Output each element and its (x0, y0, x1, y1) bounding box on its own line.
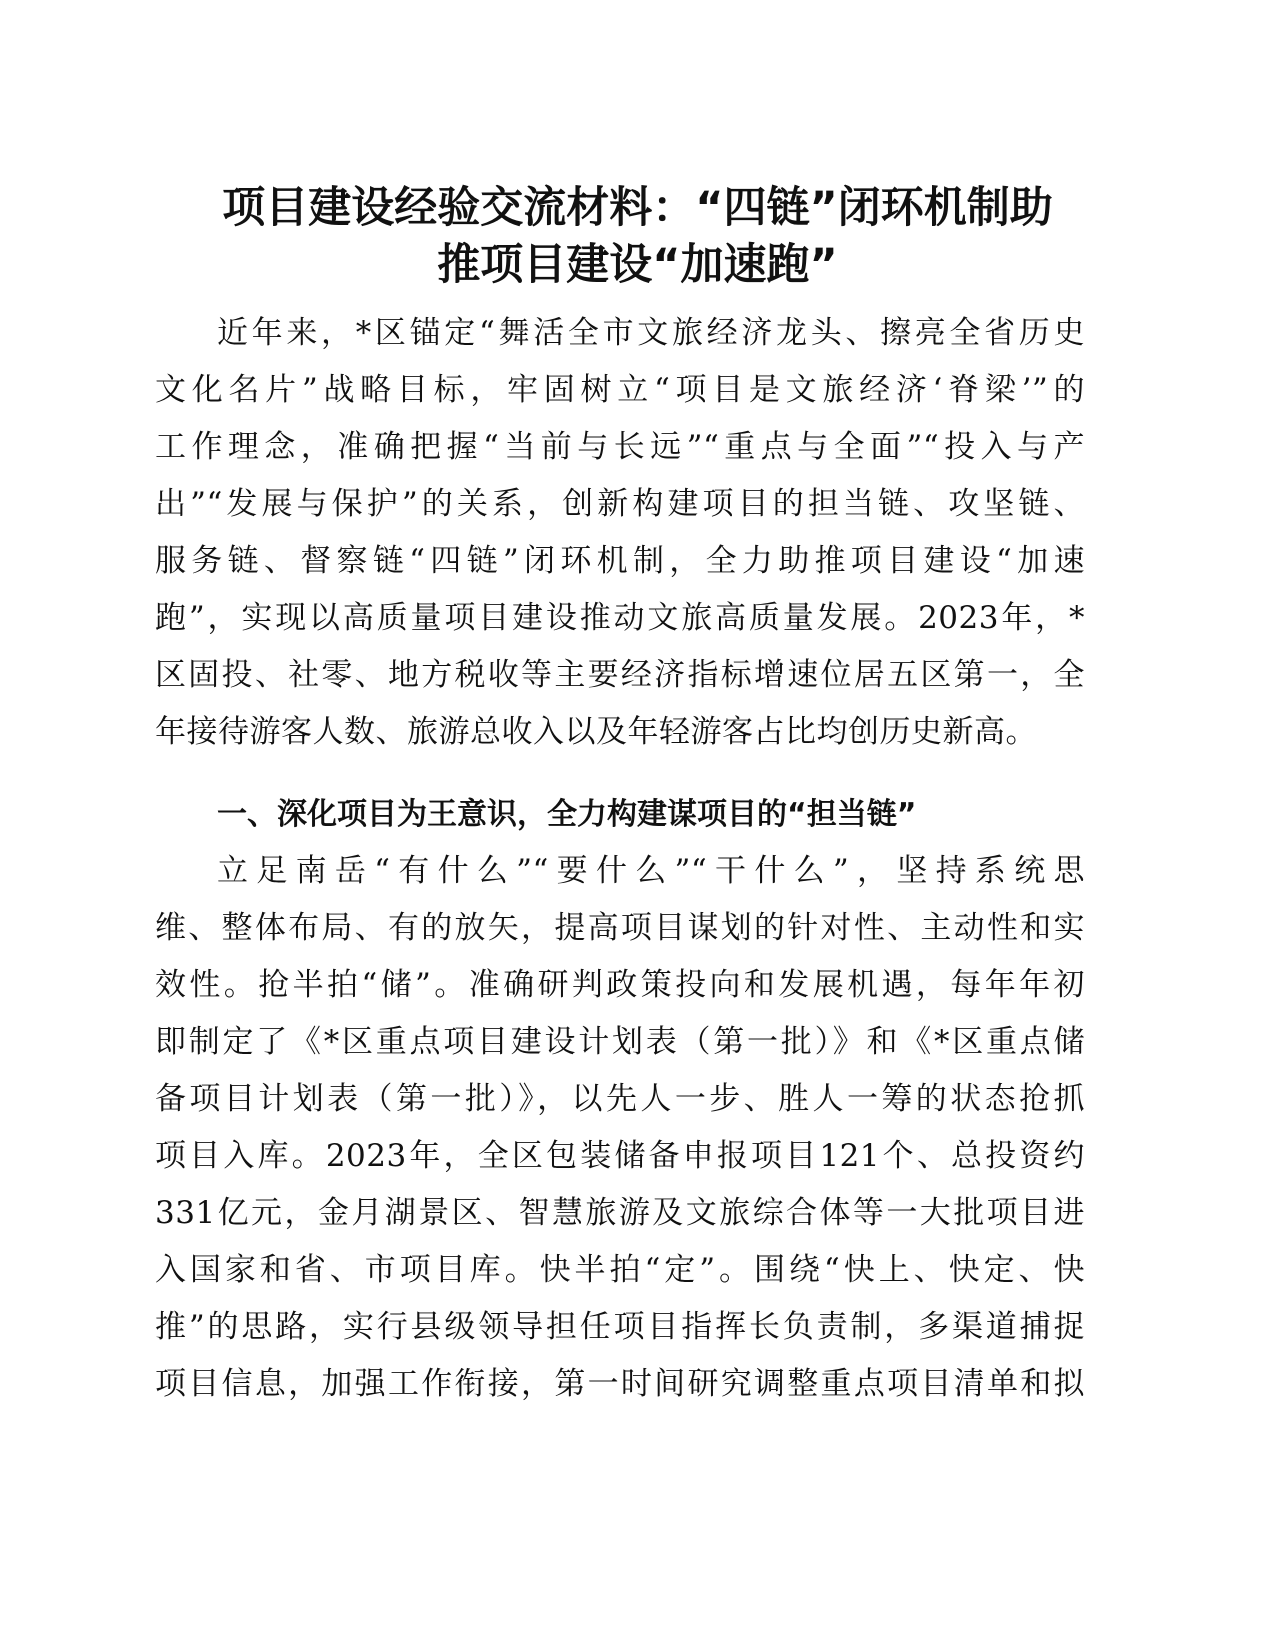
paragraph-line: 立足南岳“有什么”“要什么”“干什么”，坚持系统思 (217, 853, 1085, 889)
intro-paragraph (155, 305, 1085, 761)
paragraph-line: 区固投、社零、地方税收等主要经济指标增速位居五区第一，全 (155, 657, 1085, 693)
paragraph-line: 工作理念，准确把握“当前与长远”“重点与全面”“投入与产 (155, 429, 1085, 465)
section-heading-1: 一、深化项目为王意识，全力构建谋项目的“担当链” (217, 797, 917, 832)
paragraph-line: 年接待游客人数、旅游总收入以及年轻游客占比均创历史新高。 (155, 714, 1037, 750)
paragraph-line: 出”“发展与保护”的关系，创新构建项目的担当链、攻坚链、 (155, 486, 1085, 522)
paragraph-line: 服务链、督察链“四链”闭环机制，全力助推项目建设“加速 (155, 543, 1085, 579)
paragraph-line: 推”的思路，实行县级领导担任项目指挥长负责制，多渠道捕捉 (155, 1309, 1085, 1345)
document-title-line-2: 推项目建设“加速跑” (437, 240, 838, 290)
document-title-line-1: 项目建设经验交流材料：“四链”闭环机制助 (222, 183, 1053, 233)
paragraph-line: 331亿元，金月湖景区、智慧旅游及文旅综合体等一大批项目进 (155, 1195, 1085, 1231)
paragraph-line: 项目信息，加强工作衔接，第一时间研究调整重点项目清单和拟 (155, 1366, 1085, 1402)
paragraph-line: 维、整体布局、有的放矢，提高项目谋划的针对性、主动性和实 (155, 910, 1085, 946)
paragraph-line: 效性。抢半拍“储”。准确研判政策投向和发展机遇，每年年初 (155, 967, 1085, 1003)
paragraph-line: 备项目计划表（第一批）》，以先人一步、胜人一筹的状态抢抓 (155, 1081, 1085, 1117)
paragraph-line: 跑”，实现以高质量项目建设推动文旅高质量发展。2023年，* (155, 600, 1085, 636)
section-1-paragraph (155, 843, 1085, 1413)
paragraph-line: 即制定了《*区重点项目建设计划表（第一批）》和《*区重点储 (155, 1024, 1085, 1060)
paragraph-line: 文化名片”战略目标，牢固树立“项目是文旅经济‘脊梁’”的 (155, 372, 1085, 408)
paragraph-line: 近年来，*区锚定“舞活全市文旅经济龙头、擦亮全省历史 (217, 315, 1085, 351)
paragraph-line: 入国家和省、市项目库。快半拍“定”。围绕“快上、快定、快 (155, 1252, 1085, 1288)
paragraph-line: 项目入库。2023年，全区包装储备申报项目121个、总投资约 (155, 1138, 1085, 1174)
